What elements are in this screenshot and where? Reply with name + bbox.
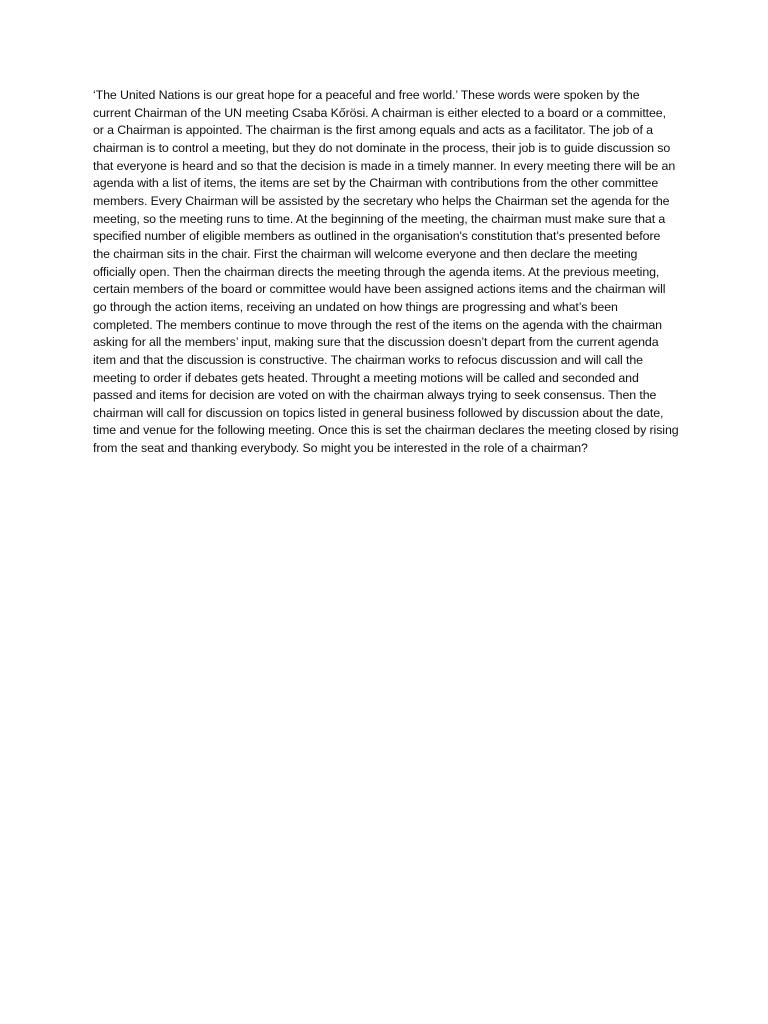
body-paragraph: ‘The United Nations is our great hope for a peaceful and free world.’ These words were spoken by the current Chairman of the UN meeting Csaba Kőrösi. A chairman is either elected to a board or a committee, or a Chairman is appointed. The chairman is the first among equals and acts as a facilitator. The job of a chairman is to control a meeting, but they do not dominate in the process, their job is to guide discussion so that everyone is heard and so that the decision is made in a timely manner. In every meeting there will be an agenda with a list of items, the items are set by the Chairman with contributions from the other committee members. Every Chairman will be assisted by the secretary who helps the Chairman set the agenda for the meeting, so the meeting runs to time. At the beginning of the meeting, the chairman must make sure that a specified number of eligible members as outlined in the organisation's constitution that’s presented before the chairman sits in the chair. First the chairman will welcome everyone and then declare the meeting officially open. Then the chairman directs the meeting through the agenda items. At the previous meeting, certain members of the board or committee would have been assigned actions items and the chairman will go through the action items, receiving an undated on how things are progressing and what’s been completed. The members continue to move through the rest of the items on the agenda with the chairman asking for all the members’ input, making sure that the discussion doesn’t depart from the current agenda item and that the discussion is constructive. The chairman works to refocus discussion and will call the meeting to order if debates gets heated. Throught a meeting motions will be called and seconded and passed and items for decision are voted on with the chairman always trying to seek consensus. Then the chairman will call for discussion on topics listed in general business followed by discussion about the date, time and venue for the following meeting. Once this is set the chairman declares the meeting closed by rising from the seat and thanking everybody. So might you be interested in the role of a chairman? xyxy=(93,88,679,456)
